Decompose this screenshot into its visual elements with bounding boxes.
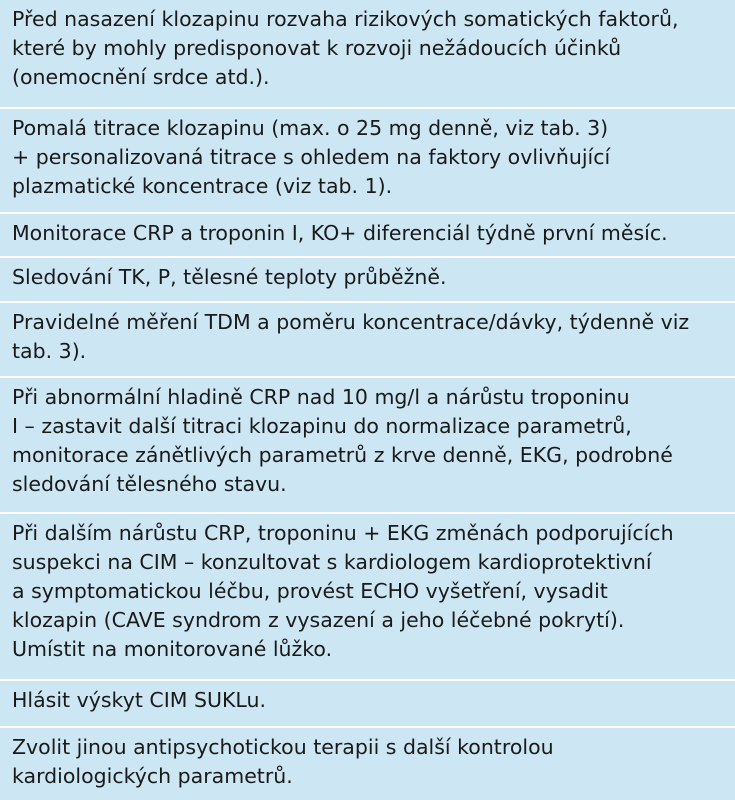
table-row [0, 378, 735, 514]
row-text: Pravidelné měření TDM a poměru koncentrace/dávky, týdenně viz tab. 3). [12, 310, 690, 363]
table-row [0, 303, 735, 378]
row-text: Hlásit výskyt CIM SUKLu. [12, 688, 266, 712]
table-row [0, 258, 735, 303]
table-row [0, 214, 735, 258]
table-row [0, 0, 735, 109]
row-text: Před nasazení klozapinu rozvaha rizikových somatických faktorů, které by mohly predisponovat k rozvoji nežádoucích účinků (onemocnění srdce atd.). [12, 7, 679, 89]
table-row [0, 728, 735, 800]
row-text: Při dalším nárůstu CRP, troponinu + EKG změnách podporujících suspekci na CIM – konzultovat s kardiologem kardioprotektivní a symptomatickou léčbu, provést ECHO vyšetření, vysadit klozapin (CAVE syndrom z vysazení a jeho léčebné pokrytí). Umístit na monitorované lůžko. [12, 521, 674, 661]
row-text: Zvolit jinou antipsychotickou terapii s další kontrolou kardiologických parametrů. [12, 735, 554, 788]
row-text: Monitorace CRP a troponin I, KO+ diferenciál týdně první měsíc. [12, 221, 668, 245]
row-text: Při abnormální hladině CRP nad 10 mg/l a nárůstu troponinu I – zastavit další titraci klozapinu do normalizace parametrů, monitorace zánětlivých parametrů z krve denně, EKG, podrobné sledování tělesného stavu. [12, 385, 673, 496]
table-row [0, 514, 735, 681]
row-text: Sledování TK, P, tělesné teploty průběžně. [12, 265, 447, 289]
table-row [0, 681, 735, 728]
row-text: Pomalá titrace klozapinu (max. o 25 mg denně, viz tab. 3) + personalizovaná titrace s ohledem na faktory ovlivňující plazmatické koncentrace (viz tab. 1). [12, 116, 611, 198]
table-row [0, 109, 735, 214]
